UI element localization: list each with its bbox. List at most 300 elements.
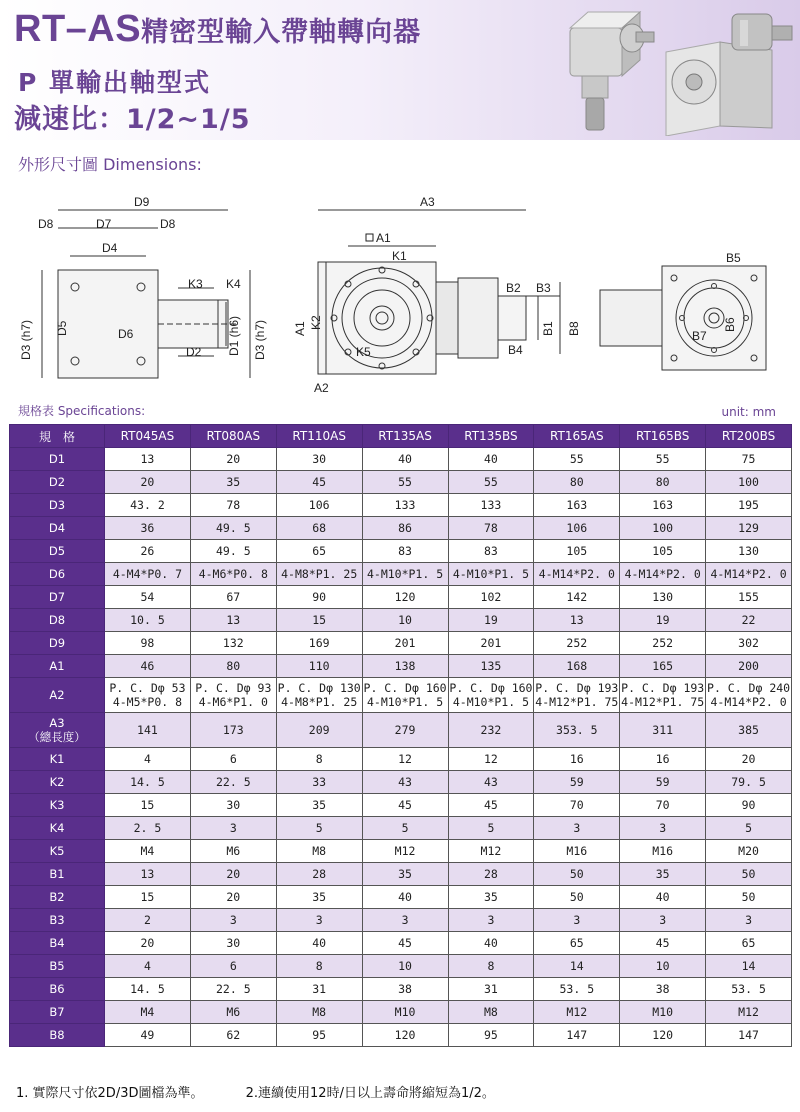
header-model: RT045AS <box>105 425 191 448</box>
table-cell: M4 <box>105 1001 191 1024</box>
table-cell: 5 <box>448 817 534 840</box>
row-label: K3 <box>10 794 105 817</box>
table-cell: P. C. Dφ 193 4-M12*P1. 75 <box>620 678 706 713</box>
table-cell: 232 <box>448 713 534 748</box>
side-view <box>318 210 560 374</box>
table-row <box>10 840 792 863</box>
table-cell: P. C. Dφ 160 4-M10*P1. 5 <box>362 678 448 713</box>
table-cell: 35 <box>190 471 276 494</box>
table-cell: 30 <box>276 448 362 471</box>
table-cell: 30 <box>190 932 276 955</box>
table-cell: 40 <box>362 886 448 909</box>
table-cell: 65 <box>706 932 792 955</box>
table-cell: 70 <box>620 794 706 817</box>
table-cell: 15 <box>105 794 191 817</box>
table-cell: 5 <box>362 817 448 840</box>
table-cell: 80 <box>620 471 706 494</box>
table-cell: 3 <box>448 909 534 932</box>
table-cell: 90 <box>706 794 792 817</box>
table-cell: 35 <box>276 886 362 909</box>
table-cell: 106 <box>534 517 620 540</box>
table-row <box>10 713 792 748</box>
table-cell: 165 <box>620 655 706 678</box>
spec-header-row <box>10 425 792 448</box>
table-cell: 95 <box>276 1024 362 1047</box>
table-cell: 4 <box>105 748 191 771</box>
table-cell: 40 <box>276 932 362 955</box>
table-cell: 353. 5 <box>534 713 620 748</box>
table-cell: 2. 5 <box>105 817 191 840</box>
row-label: A2 <box>10 678 105 713</box>
header-model: RT080AS <box>190 425 276 448</box>
table-cell: 130 <box>706 540 792 563</box>
row-label: K5 <box>10 840 105 863</box>
table-row <box>10 632 792 655</box>
table-row <box>10 748 792 771</box>
table-cell: 80 <box>534 471 620 494</box>
table-row <box>10 517 792 540</box>
label-D9: D9 <box>134 195 150 209</box>
table-cell: 79. 5 <box>706 771 792 794</box>
table-cell: 133 <box>448 494 534 517</box>
table-cell: 22. 5 <box>190 978 276 1001</box>
table-cell: 45 <box>620 932 706 955</box>
table-cell: M10 <box>362 1001 448 1024</box>
table-cell: 200 <box>706 655 792 678</box>
row-label: D2 <box>10 471 105 494</box>
table-cell: 195 <box>706 494 792 517</box>
table-cell: 10 <box>362 955 448 978</box>
table-cell: 50 <box>534 886 620 909</box>
table-cell: 4-M8*P1. 25 <box>276 563 362 586</box>
table-cell: 53. 5 <box>706 978 792 1001</box>
table-cell: 83 <box>362 540 448 563</box>
table-cell: 2 <box>105 909 191 932</box>
table-row <box>10 909 792 932</box>
label-K3: K3 <box>188 277 203 291</box>
table-cell: 43 <box>362 771 448 794</box>
table-cell: 30 <box>190 794 276 817</box>
table-cell: 59 <box>620 771 706 794</box>
row-label: D1 <box>10 448 105 471</box>
table-cell: 31 <box>448 978 534 1001</box>
table-cell: 83 <box>448 540 534 563</box>
table-cell: 6 <box>190 748 276 771</box>
table-cell: 65 <box>534 932 620 955</box>
product-subtitle: P 單輸出軸型式 <box>18 68 212 97</box>
table-cell: 45 <box>362 932 448 955</box>
table-cell: 22. 5 <box>190 771 276 794</box>
table-cell: 163 <box>620 494 706 517</box>
table-cell: 19 <box>448 609 534 632</box>
table-cell: 385 <box>706 713 792 748</box>
row-label: B6 <box>10 978 105 1001</box>
label-D3-right: D3 (h7) <box>253 319 267 360</box>
table-cell: 55 <box>620 448 706 471</box>
table-cell: 4-M14*P2. 0 <box>706 563 792 586</box>
table-cell: 31 <box>276 978 362 1001</box>
table-cell: 3 <box>362 909 448 932</box>
label-A1-side: A1 <box>293 321 307 336</box>
table-cell: 100 <box>620 517 706 540</box>
table-cell: M12 <box>362 840 448 863</box>
table-cell: 75 <box>706 448 792 471</box>
table-cell: P. C. Dφ 193 4-M12*P1. 75 <box>534 678 620 713</box>
table-cell: 147 <box>706 1024 792 1047</box>
spec-body <box>10 448 792 1047</box>
table-cell: 20 <box>105 932 191 955</box>
header-model: RT200BS <box>706 425 792 448</box>
row-label: B4 <box>10 932 105 955</box>
row-label: D9 <box>10 632 105 655</box>
table-cell: 10. 5 <box>105 609 191 632</box>
table-cell: M6 <box>190 1001 276 1024</box>
table-cell: 4-M10*P1. 5 <box>362 563 448 586</box>
table-cell: M16 <box>620 840 706 863</box>
table-cell: 40 <box>448 448 534 471</box>
table-cell: 98 <box>105 632 191 655</box>
table-cell: 45 <box>448 794 534 817</box>
table-cell: 20 <box>190 448 276 471</box>
table-cell: 135 <box>448 655 534 678</box>
label-B2: B2 <box>506 281 521 295</box>
table-row <box>10 932 792 955</box>
table-cell: P. C. Dφ 160 4-M10*P1. 5 <box>448 678 534 713</box>
table-cell: 3 <box>190 817 276 840</box>
table-cell: 35 <box>620 863 706 886</box>
header-model: RT110AS <box>276 425 362 448</box>
table-cell: 3 <box>190 909 276 932</box>
table-cell: 130 <box>620 586 706 609</box>
table-cell: 16 <box>534 748 620 771</box>
row-label: B1 <box>10 863 105 886</box>
table-cell: 133 <box>362 494 448 517</box>
table-cell: 40 <box>620 886 706 909</box>
table-cell: 20 <box>105 471 191 494</box>
table-cell: 4-M14*P2. 0 <box>620 563 706 586</box>
row-label: A3 （總長度） <box>10 713 105 748</box>
table-cell: 80 <box>190 655 276 678</box>
header-model: RT135AS <box>362 425 448 448</box>
unit-label: unit: mm <box>721 405 776 419</box>
table-cell: M8 <box>276 840 362 863</box>
table-cell: 55 <box>448 471 534 494</box>
header-model: RT165AS <box>534 425 620 448</box>
table-cell: 43 <box>448 771 534 794</box>
label-D6: D6 <box>118 327 134 341</box>
table-cell: 169 <box>276 632 362 655</box>
table-cell: 49 <box>105 1024 191 1047</box>
table-cell: 155 <box>706 586 792 609</box>
table-cell: 70 <box>534 794 620 817</box>
table-cell: 15 <box>105 886 191 909</box>
table-cell: 8 <box>276 748 362 771</box>
table-cell: 35 <box>362 863 448 886</box>
table-cell: 102 <box>448 586 534 609</box>
table-row <box>10 886 792 909</box>
spec-table <box>9 424 792 1047</box>
label-A3: A3 <box>420 195 435 209</box>
table-row <box>10 1001 792 1024</box>
table-cell: 46 <box>105 655 191 678</box>
row-label: K4 <box>10 817 105 840</box>
table-cell: 13 <box>105 448 191 471</box>
table-cell: 105 <box>534 540 620 563</box>
table-cell: 38 <box>620 978 706 1001</box>
gearbox-photo-1 <box>548 8 658 136</box>
table-cell: 78 <box>190 494 276 517</box>
table-cell: 68 <box>276 517 362 540</box>
table-cell: 3 <box>534 817 620 840</box>
row-label: A1 <box>10 655 105 678</box>
table-cell: 201 <box>362 632 448 655</box>
table-row <box>10 955 792 978</box>
label-K2: K2 <box>309 315 323 330</box>
label-D4: D4 <box>102 241 118 255</box>
header-spec-label: 規 格 <box>10 425 105 448</box>
table-cell: 49. 5 <box>190 540 276 563</box>
table-row <box>10 471 792 494</box>
table-cell: 141 <box>105 713 191 748</box>
table-row <box>10 609 792 632</box>
table-cell: 14 <box>706 955 792 978</box>
table-cell: 16 <box>620 748 706 771</box>
table-cell: 67 <box>190 586 276 609</box>
table-cell: 78 <box>448 517 534 540</box>
table-cell: 5 <box>706 817 792 840</box>
table-cell: 35 <box>276 794 362 817</box>
table-cell: 3 <box>534 909 620 932</box>
table-cell: 14. 5 <box>105 771 191 794</box>
table-cell: 252 <box>534 632 620 655</box>
table-cell: 55 <box>534 448 620 471</box>
row-label: K2 <box>10 771 105 794</box>
table-row <box>10 448 792 471</box>
table-cell: 129 <box>706 517 792 540</box>
label-B4: B4 <box>508 343 523 357</box>
table-cell: 302 <box>706 632 792 655</box>
table-cell: 62 <box>190 1024 276 1047</box>
table-cell: 43. 2 <box>105 494 191 517</box>
label-B1: B1 <box>541 321 555 336</box>
table-cell: 3 <box>276 909 362 932</box>
table-cell: 3 <box>620 909 706 932</box>
dimensions-title: 外形尺寸圖 Dimensions: <box>18 155 202 174</box>
row-label: D3 <box>10 494 105 517</box>
header-banner <box>0 0 800 140</box>
title-model: RT–AS <box>14 8 142 50</box>
label-A2: A2 <box>314 381 329 395</box>
row-label: B3 <box>10 909 105 932</box>
label-D7: D7 <box>96 217 112 231</box>
spec-title: 規格表 Specifications: <box>18 404 146 418</box>
label-B6: B6 <box>723 317 737 332</box>
table-cell: M4 <box>105 840 191 863</box>
table-cell: 120 <box>362 586 448 609</box>
table-cell: 65 <box>276 540 362 563</box>
table-cell: 50 <box>534 863 620 886</box>
table-cell: 3 <box>706 909 792 932</box>
table-cell: M8 <box>448 1001 534 1024</box>
footnote-1: 1. 實際尺寸依2D/3D圖檔為準。 <box>16 1086 204 1101</box>
end-view <box>600 266 766 370</box>
table-cell: 201 <box>448 632 534 655</box>
table-cell: 40 <box>362 448 448 471</box>
table-cell: 3 <box>620 817 706 840</box>
table-cell: M12 <box>534 1001 620 1024</box>
table-cell: 4-M10*P1. 5 <box>448 563 534 586</box>
table-cell: 54 <box>105 586 191 609</box>
table-cell: 14 <box>534 955 620 978</box>
table-row <box>10 978 792 1001</box>
table-cell: 28 <box>276 863 362 886</box>
table-cell: 10 <box>362 609 448 632</box>
table-row <box>10 586 792 609</box>
table-row <box>10 494 792 517</box>
table-cell: 163 <box>534 494 620 517</box>
table-cell: 4-M4*P0. 7 <box>105 563 191 586</box>
row-label: K1 <box>10 748 105 771</box>
table-cell: 4 <box>105 955 191 978</box>
table-cell: P. C. Dφ 130 4-M8*P1. 25 <box>276 678 362 713</box>
table-cell: 12 <box>362 748 448 771</box>
table-row <box>10 771 792 794</box>
table-row <box>10 817 792 840</box>
footnotes <box>16 1082 533 1101</box>
label-B5: B5 <box>726 251 741 265</box>
row-label: D6 <box>10 563 105 586</box>
table-cell: 45 <box>362 794 448 817</box>
table-cell: M8 <box>276 1001 362 1024</box>
table-cell: 138 <box>362 655 448 678</box>
table-cell: M12 <box>706 1001 792 1024</box>
table-cell: 20 <box>706 748 792 771</box>
label-D8-right: D8 <box>160 217 176 231</box>
table-row <box>10 794 792 817</box>
table-cell: 4-M14*P2. 0 <box>534 563 620 586</box>
table-cell: 19 <box>620 609 706 632</box>
table-cell: 22 <box>706 609 792 632</box>
label-D2: D2 <box>186 345 202 359</box>
table-cell: 14. 5 <box>105 978 191 1001</box>
table-cell: 142 <box>534 586 620 609</box>
front-view <box>42 210 250 378</box>
table-cell: 132 <box>190 632 276 655</box>
table-cell: M20 <box>706 840 792 863</box>
row-label: B7 <box>10 1001 105 1024</box>
table-cell: 55 <box>362 471 448 494</box>
header-model: RT135BS <box>448 425 534 448</box>
table-cell: 110 <box>276 655 362 678</box>
table-cell: P. C. Dφ 240 4-M14*P2. 0 <box>706 678 792 713</box>
table-cell: 40 <box>448 932 534 955</box>
table-cell: 252 <box>620 632 706 655</box>
table-cell: 35 <box>448 886 534 909</box>
table-cell: 8 <box>448 955 534 978</box>
label-K4: K4 <box>226 277 241 291</box>
table-cell: 13 <box>534 609 620 632</box>
table-cell: M6 <box>190 840 276 863</box>
table-cell: 10 <box>620 955 706 978</box>
label-K1: K1 <box>392 249 407 263</box>
table-cell: 120 <box>620 1024 706 1047</box>
table-row <box>10 678 792 713</box>
table-cell: 33 <box>276 771 362 794</box>
table-cell: 12 <box>448 748 534 771</box>
table-cell: 106 <box>276 494 362 517</box>
header-model: RT165BS <box>620 425 706 448</box>
gearbox-photo-2 <box>660 8 796 136</box>
table-cell: P. C. Dφ 53 4-M5*P0. 8 <box>105 678 191 713</box>
table-row <box>10 655 792 678</box>
row-label: B8 <box>10 1024 105 1047</box>
label-B3: B3 <box>536 281 551 295</box>
table-cell: 5 <box>276 817 362 840</box>
table-cell: 8 <box>276 955 362 978</box>
product-title <box>14 8 421 51</box>
table-cell: 26 <box>105 540 191 563</box>
row-label: D7 <box>10 586 105 609</box>
table-cell: 50 <box>706 886 792 909</box>
label-K5: K5 <box>356 345 371 359</box>
table-cell: M10 <box>620 1001 706 1024</box>
table-cell: 90 <box>276 586 362 609</box>
row-label: D8 <box>10 609 105 632</box>
table-row <box>10 1024 792 1047</box>
table-cell: P. C. Dφ 93 4-M6*P1. 0 <box>190 678 276 713</box>
table-cell: 86 <box>362 517 448 540</box>
table-cell: M16 <box>534 840 620 863</box>
table-cell: 20 <box>190 886 276 909</box>
ratio-text: 減速比：1/2~1/5 <box>14 104 251 135</box>
table-cell: M12 <box>448 840 534 863</box>
label-B8: B8 <box>567 321 581 336</box>
table-cell: 209 <box>276 713 362 748</box>
label-D3-left: D3 (h7) <box>19 319 33 360</box>
table-cell: 100 <box>706 471 792 494</box>
table-cell: 50 <box>706 863 792 886</box>
table-cell: 173 <box>190 713 276 748</box>
table-cell: 311 <box>620 713 706 748</box>
title-cn: 精密型輸入帶軸轉向器 <box>141 17 422 48</box>
table-cell: 13 <box>105 863 191 886</box>
label-D1: D1 (h6) <box>227 315 241 356</box>
label-B7: B7 <box>692 329 707 343</box>
table-cell: 147 <box>534 1024 620 1047</box>
table-cell: 15 <box>276 609 362 632</box>
dimension-drawings <box>0 190 800 400</box>
table-cell: 20 <box>190 863 276 886</box>
row-label: B5 <box>10 955 105 978</box>
table-cell: 49. 5 <box>190 517 276 540</box>
table-row <box>10 540 792 563</box>
table-cell: 120 <box>362 1024 448 1047</box>
label-D8-left: D8 <box>38 217 54 231</box>
table-cell: 279 <box>362 713 448 748</box>
table-cell: 45 <box>276 471 362 494</box>
table-cell: 6 <box>190 955 276 978</box>
row-label: D4 <box>10 517 105 540</box>
label-D5: D5 <box>55 320 69 336</box>
table-row <box>10 563 792 586</box>
table-row <box>10 863 792 886</box>
footnote-2: 2.連續使用12時/日以上壽命將縮短為1/2。 <box>245 1086 495 1101</box>
label-A1-top: A1 <box>376 231 391 245</box>
table-cell: 4-M6*P0. 8 <box>190 563 276 586</box>
row-label: D5 <box>10 540 105 563</box>
table-cell: 53. 5 <box>534 978 620 1001</box>
table-cell: 59 <box>534 771 620 794</box>
